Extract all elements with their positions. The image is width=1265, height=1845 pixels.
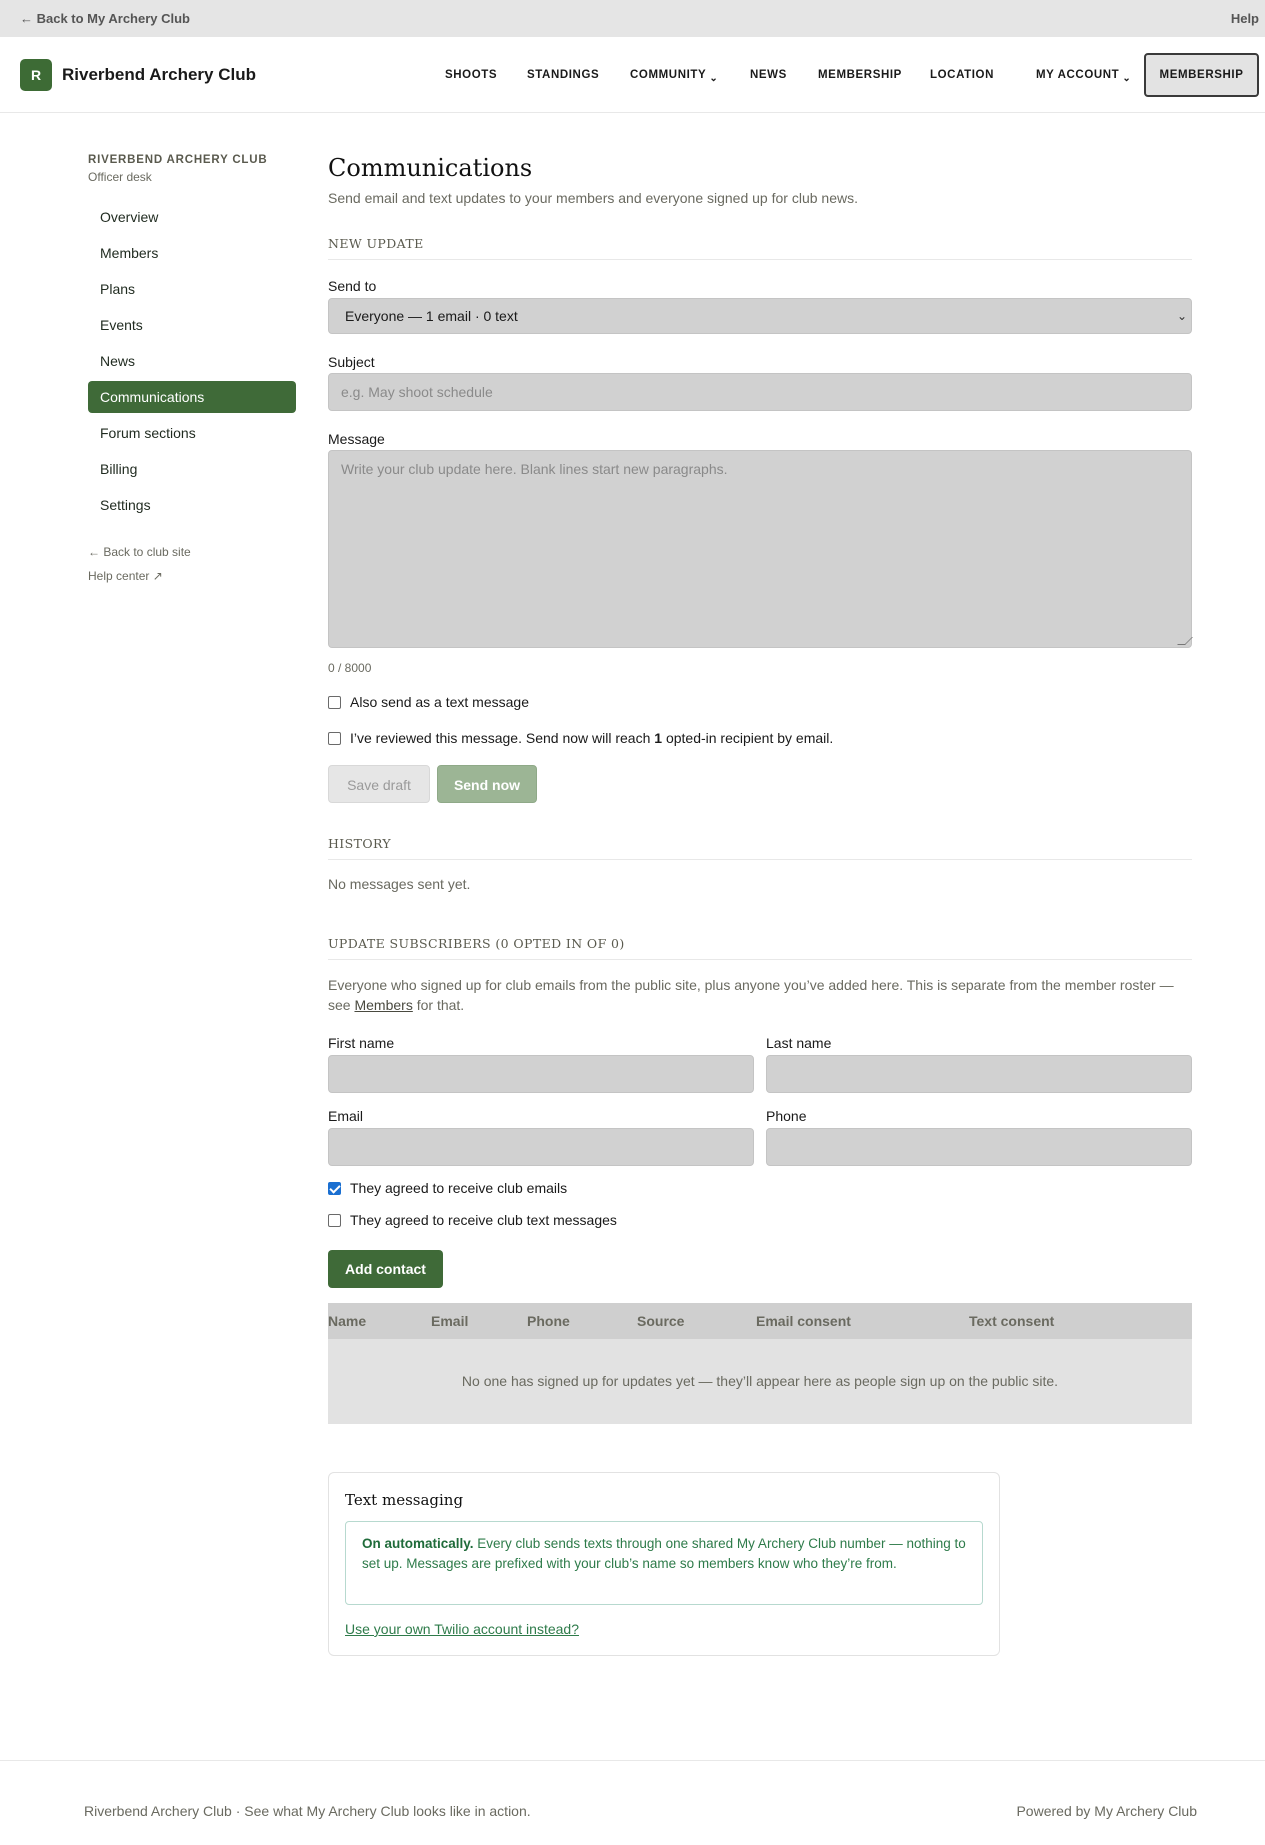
sidebar-item-forum-sections[interactable]: Forum sections [100, 425, 196, 441]
subject-label: Subject [328, 354, 375, 370]
phone-input[interactable] [766, 1128, 1192, 1166]
email-input[interactable] [328, 1128, 754, 1166]
email-consent-option[interactable] [328, 1180, 567, 1196]
help-center-link[interactable]: Help center ↗ [88, 569, 163, 583]
footer-tagline[interactable]: Riverbend Archery Club · See what My Archery Club looks like in action. [84, 1803, 531, 1819]
phone-label: Phone [766, 1108, 807, 1124]
site-header [0, 37, 1265, 113]
text-message-label: Also send as a text message [350, 694, 529, 710]
nav-my-account-label: MY ACCOUNT [1036, 69, 1120, 81]
resize-handle-icon[interactable] [1177, 637, 1193, 645]
send-to-value: Everyone — 1 email · 0 text [345, 308, 518, 324]
page-title: Communications [328, 154, 533, 182]
nav-membership[interactable]: MEMBERSHIP [818, 69, 902, 81]
subscribers-description [328, 975, 1192, 1015]
sidebar-item-settings[interactable]: Settings [100, 497, 151, 513]
notice-text: Every club sends texts through one shared My Archery Club number — nothing to set up. Messages are prefixed with your club’s name so members know who they’re from. [362, 1536, 966, 1571]
history-heading: HISTORY [328, 836, 1192, 860]
top-bar [0, 0, 1265, 37]
chevron-down-icon: ⌄ [709, 73, 719, 84]
add-contact-button[interactable]: Add contact [328, 1250, 443, 1288]
character-count: 0 / 8000 [328, 661, 372, 675]
nav-shoots[interactable]: SHOOTS [445, 69, 498, 81]
sidebar-item-news[interactable]: News [100, 353, 136, 369]
text-consent-checkbox[interactable] [328, 1214, 341, 1227]
email-consent-checkbox[interactable] [328, 1182, 341, 1195]
review-confirmation-option[interactable] [328, 730, 833, 746]
text-messaging-notice [345, 1521, 983, 1605]
club-brand-name[interactable]: Riverbend Archery Club [62, 65, 256, 84]
column-header-text-consent[interactable]: Text consent [969, 1313, 1055, 1329]
sidebar-item-communications[interactable]: Communications [88, 381, 296, 413]
back-to-my-archery-club-link[interactable]: ← Back to My Archery Club [20, 11, 191, 26]
review-recipient-count: 1 [654, 730, 663, 746]
text-messaging-title: Text messaging [345, 1491, 464, 1509]
subscribers-heading: UPDATE SUBSCRIBERS (0 OPTED IN OF 0) [328, 936, 1192, 960]
last-name-input[interactable] [766, 1055, 1192, 1093]
subscribers-table [328, 1303, 1192, 1424]
message-placeholder: Write your club update here. Blank lines start new paragraphs. [341, 461, 728, 477]
sidebar-subtitle: Officer desk [88, 170, 152, 184]
members-link[interactable]: Members [354, 997, 413, 1013]
last-name-label: Last name [766, 1035, 832, 1051]
help-link[interactable]: Help [1230, 11, 1259, 26]
subscribers-desc-suffix: for that. [412, 997, 465, 1013]
email-label: Email [328, 1108, 364, 1124]
sidebar-item-events[interactable]: Events [100, 317, 143, 333]
nav-standings[interactable]: STANDINGS [527, 69, 600, 81]
back-to-club-site-link[interactable]: ← Back to club site [88, 545, 191, 559]
text-message-checkbox[interactable] [328, 696, 341, 709]
membership-cta-button[interactable]: MEMBERSHIP [1144, 53, 1259, 97]
column-header-name[interactable]: Name [328, 1313, 367, 1329]
column-header-source[interactable]: Source [637, 1313, 685, 1329]
table-empty-message: No one has signed up for updates yet — they’ll appear here as people sign up on the public site. [461, 1373, 1059, 1389]
message-label: Message [328, 431, 385, 447]
save-draft-button[interactable]: Save draft [328, 765, 430, 803]
sidebar-item-plans[interactable]: Plans [100, 281, 136, 297]
sidebar-item-billing[interactable]: Billing [100, 461, 138, 477]
text-message-option[interactable] [328, 694, 529, 710]
message-textarea[interactable] [328, 450, 1192, 648]
powered-by-link[interactable]: Powered by My Archery Club [1016, 1803, 1197, 1819]
send-to-label: Send to [328, 278, 377, 294]
subject-placeholder: e.g. May shoot schedule [341, 384, 493, 400]
column-header-email[interactable]: Email [431, 1313, 469, 1329]
column-header-phone[interactable]: Phone [527, 1313, 570, 1329]
review-confirmation-checkbox[interactable] [328, 732, 341, 745]
chevron-down-icon: ⌄ [1122, 73, 1132, 84]
subject-input[interactable] [328, 373, 1192, 411]
history-empty-message: No messages sent yet. [328, 876, 471, 892]
table-header [328, 1303, 1192, 1339]
sidebar-item-overview[interactable]: Overview [100, 209, 159, 225]
subscribers-desc-prefix: Everyone who signed up for club emails from the public site, plus anyone you’ve added here. This is separate from the member roster — see [328, 977, 1174, 1013]
notice-emphasis: On automatically. [362, 1536, 474, 1551]
column-header-email-consent[interactable]: Email consent [756, 1313, 851, 1329]
text-consent-option[interactable] [328, 1212, 617, 1228]
nav-community[interactable] [630, 69, 719, 84]
club-logo[interactable]: R [20, 59, 52, 91]
sidebar-club-name: RIVERBEND ARCHERY CLUB [88, 154, 268, 166]
review-text-suffix: opted-in recipient by email. [662, 730, 834, 746]
nav-location[interactable]: LOCATION [930, 69, 994, 81]
chevron-down-icon: ⌄ [1176, 309, 1187, 323]
send-now-button[interactable]: Send now [437, 765, 537, 803]
nav-news[interactable]: NEWS [750, 69, 787, 81]
use-own-twilio-link[interactable]: Use your own Twilio account instead? [345, 1621, 579, 1637]
text-consent-label: They agreed to receive club text messages [350, 1212, 617, 1228]
first-name-label: First name [328, 1035, 395, 1051]
nav-my-account[interactable] [1036, 69, 1132, 84]
sidebar-item-members[interactable]: Members [100, 245, 159, 261]
email-consent-label: They agreed to receive club emails [350, 1180, 568, 1196]
review-text-prefix: I’ve reviewed this message. Send now will reach [350, 730, 655, 746]
new-update-heading: NEW UPDATE [328, 236, 1192, 260]
page-lead: Send email and text updates to your members and everyone signed up for club news. [328, 190, 858, 206]
send-to-select[interactable] [328, 298, 1192, 334]
text-messaging-card [328, 1472, 1000, 1656]
nav-community-label: COMMUNITY [630, 69, 707, 81]
site-footer [0, 1760, 1265, 1845]
first-name-input[interactable] [328, 1055, 754, 1093]
